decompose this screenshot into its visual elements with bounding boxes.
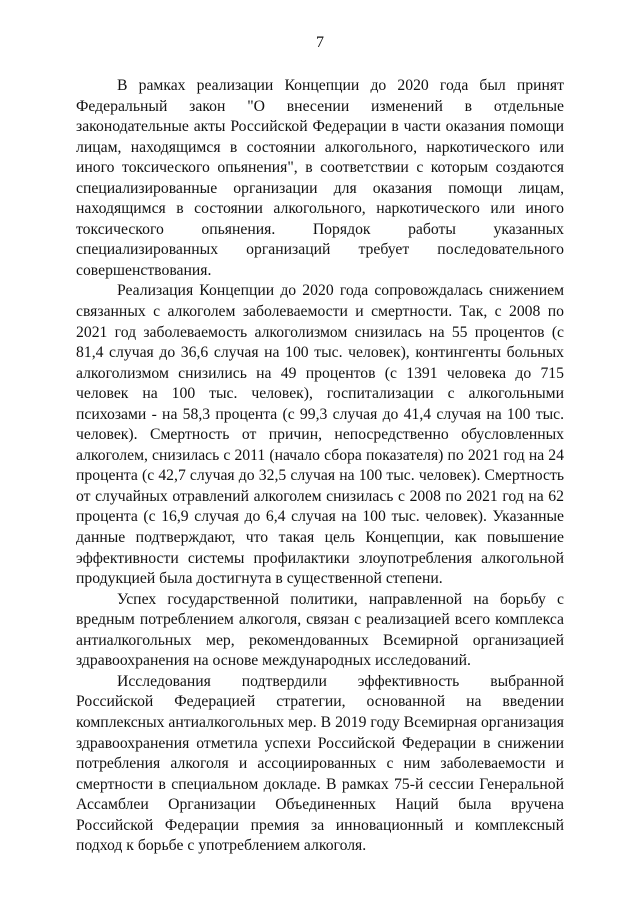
page-number: 7 — [316, 34, 324, 51]
document-body — [76, 76, 564, 857]
paragraph-policy-success: Успех государственной политики, направленной на борьбу с вредным потреблением алкоголя, связан с реализацией всего комплекса антиалкогольных мер, рекомендованных Всемирной организацией здравоохранения на основе международных исследований. — [76, 590, 564, 670]
paragraph-who-recognition: Исследования подтвердили эффективность выбранной Российской Федерацией стратегии, основанной на введении комплексных антиалкогольных мер. В 2019 году Всемирная организация здравоохранения отметила успехи Российской Федерации в снижении потребления алкоголя и ассоциированных с ним заболеваемости и смертности в специальном докладе. В рамках 75-й сессии Генеральной Ассамблеи Организации Объединенных Наций была вручена Российской Федерации премия за инновационный и комплексный подход к борьбе с употреблением алкоголя. — [76, 672, 564, 855]
paragraph-morbidity-decline: Реализация Концепции до 2020 года сопровождалась снижением связанных с алкоголем заболеваемости и смертности. Так, с 2008 по 2021 год заболеваемость алкоголизмом снизилась на 55 процентов (с 81,4 случая до 36,6 случая на 100 тыс. человек), контингенты больных алкоголизмом снизились на 49 процентов (с 1391 человека до 715 человек на 100 тыс. человек), госпитализации с алкогольными психозами - на 58,3 процента (с 99,3 случая до 41,4 случая на 100 тыс. человек). Смертность от причин, непосредственно обусловленных алкоголем, снизилась с 2011 (начало сбора показателя) по 2021 год на 24 процента (с 42,7 случая до 32,5 случая на 100 тыс. человек). Смертность от случайных отравлений алкоголем снизилась с 2008 по 2021 год на 62 процента (с 16,9 случая до 6,4 случая на 100 тыс. человек). Указанные данные подтверждают, что такая цель Концепции, как повышение эффективности системы профилактики злоупотребления алкогольной продукцией была достигнута в существенной степени. — [76, 282, 564, 588]
paragraph-federal-law: В рамках реализации Концепции до 2020 года был принят Федеральный закон "О внесении изменений в отдельные законодательные акты Российской Федерации в части оказания помощи лицам, находящимся в состоянии алкогольного, наркотического или иного токсического опьянения", в соответствии с которым создаются специализированные организации для оказания помощи лицам, находящимся в состоянии алкогольного, наркотического или иного токсического опьянения. Порядок работы указанных специализированных организаций требует последовательного совершенствования. — [76, 77, 564, 279]
